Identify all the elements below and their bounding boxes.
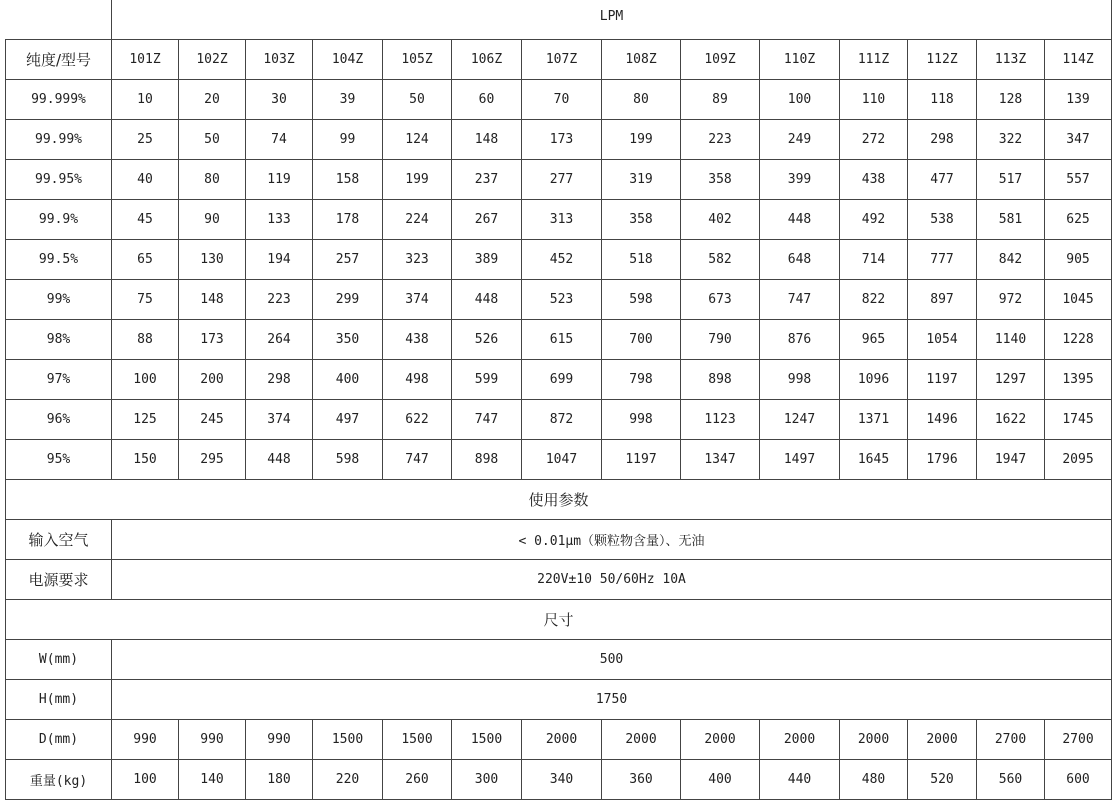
flow-value-cell: 1645 [840, 440, 908, 480]
weight-row [6, 760, 1112, 800]
depth-value-cell: 2000 [681, 720, 760, 760]
flow-value-cell: 139 [1045, 80, 1112, 120]
weight-value-cell: 220 [313, 760, 383, 800]
flow-value-cell: 299 [313, 280, 383, 320]
flow-value-cell: 1347 [681, 440, 760, 480]
model-header-cell: 103Z [246, 40, 313, 80]
purity-cell: 99.9% [6, 200, 112, 240]
flow-value-cell: 110 [840, 80, 908, 120]
flow-value-cell: 648 [760, 240, 840, 280]
purity-cell: 95% [6, 440, 112, 480]
flow-value-cell: 194 [246, 240, 313, 280]
model-header-cell: 110Z [760, 40, 840, 80]
flow-value-cell: 30 [246, 80, 313, 120]
power-value: 220V±10 50/60Hz 10A [112, 560, 1112, 600]
flow-value-cell: 599 [452, 360, 522, 400]
weight-value-cell: 400 [681, 760, 760, 800]
height-value: 1750 [112, 680, 1112, 720]
flow-value-cell: 1497 [760, 440, 840, 480]
flow-value-cell: 582 [681, 240, 760, 280]
purity-model-label: 纯度/型号 [6, 40, 112, 80]
flow-value-cell: 319 [602, 160, 681, 200]
flow-value-cell: 399 [760, 160, 840, 200]
flow-row [6, 160, 1112, 200]
flow-value-cell: 65 [112, 240, 179, 280]
weight-value-cell: 600 [1045, 760, 1112, 800]
flow-value-cell: 747 [383, 440, 452, 480]
power-row [6, 560, 1112, 600]
flow-value-cell: 74 [246, 120, 313, 160]
flow-row [6, 240, 1112, 280]
flow-value-cell: 1140 [977, 320, 1045, 360]
flow-value-cell: 673 [681, 280, 760, 320]
flow-value-cell: 118 [908, 80, 977, 120]
flow-value-cell: 90 [179, 200, 246, 240]
flow-value-cell: 358 [681, 160, 760, 200]
flow-value-cell: 350 [313, 320, 383, 360]
flow-value-cell: 88 [112, 320, 179, 360]
flow-row [6, 360, 1112, 400]
flow-value-cell: 25 [112, 120, 179, 160]
input-air-label: 输入空气 [6, 520, 112, 560]
purity-cell: 97% [6, 360, 112, 400]
flow-row [6, 320, 1112, 360]
flow-value-cell: 50 [383, 80, 452, 120]
model-header-cell: 109Z [681, 40, 760, 80]
usage-section-title: 使用参数 [6, 480, 1112, 520]
flow-value-cell: 1622 [977, 400, 1045, 440]
flow-value-cell: 80 [179, 160, 246, 200]
flow-value-cell: 249 [760, 120, 840, 160]
flow-value-cell: 295 [179, 440, 246, 480]
input-air-value: < 0.01μm（颗粒物含量）、无油 [112, 520, 1112, 560]
flow-value-cell: 1395 [1045, 360, 1112, 400]
size-section-title-row [6, 600, 1112, 640]
flow-value-cell: 438 [383, 320, 452, 360]
width-label: W(mm) [6, 640, 112, 680]
flow-value-cell: 747 [452, 400, 522, 440]
weight-value-cell: 480 [840, 760, 908, 800]
depth-value-cell: 2000 [602, 720, 681, 760]
purity-cell: 99.99% [6, 120, 112, 160]
weight-value-cell: 140 [179, 760, 246, 800]
flow-value-cell: 389 [452, 240, 522, 280]
flow-value-cell: 876 [760, 320, 840, 360]
flow-value-cell: 622 [383, 400, 452, 440]
flow-value-cell: 128 [977, 80, 1045, 120]
weight-value-cell: 180 [246, 760, 313, 800]
usage-section-title-row [6, 480, 1112, 520]
unit-header: LPM [112, 0, 1112, 40]
depth-value-cell: 1500 [452, 720, 522, 760]
flow-value-cell: 972 [977, 280, 1045, 320]
flow-value-cell: 625 [1045, 200, 1112, 240]
flow-value-cell: 777 [908, 240, 977, 280]
flow-row [6, 280, 1112, 320]
flow-value-cell: 523 [522, 280, 602, 320]
depth-value-cell: 2000 [760, 720, 840, 760]
model-header-cell: 107Z [522, 40, 602, 80]
model-header-cell: 101Z [112, 40, 179, 80]
depth-value-cell: 2700 [977, 720, 1045, 760]
flow-value-cell: 277 [522, 160, 602, 200]
flow-value-cell: 99 [313, 120, 383, 160]
flow-value-cell: 822 [840, 280, 908, 320]
flow-value-cell: 2095 [1045, 440, 1112, 480]
flow-value-cell: 1796 [908, 440, 977, 480]
flow-value-cell: 898 [452, 440, 522, 480]
flow-value-cell: 448 [760, 200, 840, 240]
model-header-cell: 105Z [383, 40, 452, 80]
flow-value-cell: 298 [908, 120, 977, 160]
depth-value-cell: 2700 [1045, 720, 1112, 760]
depth-value-cell: 1500 [383, 720, 452, 760]
flow-value-cell: 452 [522, 240, 602, 280]
flow-value-cell: 89 [681, 80, 760, 120]
flow-value-cell: 1197 [602, 440, 681, 480]
flow-value-cell: 699 [522, 360, 602, 400]
weight-value-cell: 260 [383, 760, 452, 800]
model-header-cell: 111Z [840, 40, 908, 80]
depth-value-cell: 2000 [840, 720, 908, 760]
flow-value-cell: 45 [112, 200, 179, 240]
flow-value-cell: 374 [383, 280, 452, 320]
flow-value-cell: 1496 [908, 400, 977, 440]
flow-row [6, 120, 1112, 160]
flow-value-cell: 714 [840, 240, 908, 280]
model-header-cell: 114Z [1045, 40, 1112, 80]
flow-value-cell: 124 [383, 120, 452, 160]
model-header-row [6, 40, 1112, 80]
corner-cell [6, 0, 112, 40]
spec-table [5, 0, 1112, 800]
flow-value-cell: 150 [112, 440, 179, 480]
flow-value-cell: 557 [1045, 160, 1112, 200]
depth-value-cell: 990 [246, 720, 313, 760]
flow-value-cell: 199 [602, 120, 681, 160]
flow-value-cell: 538 [908, 200, 977, 240]
flow-value-cell: 438 [840, 160, 908, 200]
flow-value-cell: 224 [383, 200, 452, 240]
flow-value-cell: 477 [908, 160, 977, 200]
flow-value-cell: 790 [681, 320, 760, 360]
width-row [6, 640, 1112, 680]
weight-value-cell: 340 [522, 760, 602, 800]
flow-value-cell: 40 [112, 160, 179, 200]
flow-value-cell: 322 [977, 120, 1045, 160]
flow-value-cell: 130 [179, 240, 246, 280]
depth-value-cell: 990 [179, 720, 246, 760]
flow-value-cell: 1096 [840, 360, 908, 400]
flow-value-cell: 1297 [977, 360, 1045, 400]
depth-label: D(mm) [6, 720, 112, 760]
weight-value-cell: 300 [452, 760, 522, 800]
flow-value-cell: 178 [313, 200, 383, 240]
purity-cell: 99.999% [6, 80, 112, 120]
flow-value-cell: 80 [602, 80, 681, 120]
flow-value-cell: 1197 [908, 360, 977, 400]
flow-value-cell: 323 [383, 240, 452, 280]
weight-value-cell: 560 [977, 760, 1045, 800]
flow-value-cell: 374 [246, 400, 313, 440]
purity-cell: 99.95% [6, 160, 112, 200]
flow-value-cell: 448 [246, 440, 313, 480]
flow-value-cell: 148 [179, 280, 246, 320]
height-label: H(mm) [6, 680, 112, 720]
flow-row [6, 440, 1112, 480]
flow-value-cell: 20 [179, 80, 246, 120]
flow-value-cell: 39 [313, 80, 383, 120]
model-header-cell: 104Z [313, 40, 383, 80]
weight-value-cell: 520 [908, 760, 977, 800]
flow-row [6, 80, 1112, 120]
power-label: 电源要求 [6, 560, 112, 600]
flow-value-cell: 700 [602, 320, 681, 360]
size-section-title: 尺寸 [6, 600, 1112, 640]
flow-value-cell: 798 [602, 360, 681, 400]
flow-value-cell: 245 [179, 400, 246, 440]
flow-value-cell: 581 [977, 200, 1045, 240]
flow-value-cell: 223 [681, 120, 760, 160]
purity-cell: 99.5% [6, 240, 112, 280]
depth-value-cell: 2000 [522, 720, 602, 760]
flow-value-cell: 517 [977, 160, 1045, 200]
flow-value-cell: 498 [383, 360, 452, 400]
flow-value-cell: 747 [760, 280, 840, 320]
flow-row [6, 400, 1112, 440]
flow-value-cell: 119 [246, 160, 313, 200]
flow-value-cell: 173 [179, 320, 246, 360]
flow-value-cell: 1228 [1045, 320, 1112, 360]
flow-value-cell: 272 [840, 120, 908, 160]
flow-value-cell: 50 [179, 120, 246, 160]
flow-value-cell: 598 [313, 440, 383, 480]
flow-value-cell: 998 [602, 400, 681, 440]
weight-label: 重量(kg) [6, 760, 112, 800]
flow-value-cell: 257 [313, 240, 383, 280]
flow-value-cell: 1371 [840, 400, 908, 440]
flow-value-cell: 526 [452, 320, 522, 360]
flow-value-cell: 70 [522, 80, 602, 120]
flow-value-cell: 60 [452, 80, 522, 120]
flow-value-cell: 1054 [908, 320, 977, 360]
flow-value-cell: 518 [602, 240, 681, 280]
flow-value-cell: 400 [313, 360, 383, 400]
flow-value-cell: 199 [383, 160, 452, 200]
flow-value-cell: 965 [840, 320, 908, 360]
model-header-cell: 112Z [908, 40, 977, 80]
flow-value-cell: 125 [112, 400, 179, 440]
depth-value-cell: 990 [112, 720, 179, 760]
flow-value-cell: 897 [908, 280, 977, 320]
flow-value-cell: 998 [760, 360, 840, 400]
flow-value-cell: 1247 [760, 400, 840, 440]
flow-value-cell: 267 [452, 200, 522, 240]
flow-value-cell: 598 [602, 280, 681, 320]
width-value: 500 [112, 640, 1112, 680]
weight-value-cell: 360 [602, 760, 681, 800]
model-header-cell: 106Z [452, 40, 522, 80]
purity-cell: 98% [6, 320, 112, 360]
flow-value-cell: 492 [840, 200, 908, 240]
flow-value-cell: 872 [522, 400, 602, 440]
purity-cell: 99% [6, 280, 112, 320]
flow-value-cell: 842 [977, 240, 1045, 280]
flow-value-cell: 264 [246, 320, 313, 360]
weight-value-cell: 100 [112, 760, 179, 800]
flow-value-cell: 10 [112, 80, 179, 120]
flow-value-cell: 1045 [1045, 280, 1112, 320]
flow-value-cell: 200 [179, 360, 246, 400]
flow-value-cell: 358 [602, 200, 681, 240]
flow-value-cell: 133 [246, 200, 313, 240]
weight-value-cell: 440 [760, 760, 840, 800]
flow-value-cell: 1047 [522, 440, 602, 480]
flow-value-cell: 347 [1045, 120, 1112, 160]
flow-row [6, 200, 1112, 240]
model-header-cell: 102Z [179, 40, 246, 80]
flow-value-cell: 223 [246, 280, 313, 320]
model-header-cell: 113Z [977, 40, 1045, 80]
flow-value-cell: 402 [681, 200, 760, 240]
depth-value-cell: 2000 [908, 720, 977, 760]
depth-row [6, 720, 1112, 760]
flow-value-cell: 1123 [681, 400, 760, 440]
flow-value-cell: 448 [452, 280, 522, 320]
input-air-row [6, 520, 1112, 560]
flow-value-cell: 1745 [1045, 400, 1112, 440]
flow-value-cell: 313 [522, 200, 602, 240]
flow-value-cell: 100 [760, 80, 840, 120]
unit-header-row [6, 0, 1112, 40]
depth-value-cell: 1500 [313, 720, 383, 760]
flow-value-cell: 615 [522, 320, 602, 360]
flow-value-cell: 148 [452, 120, 522, 160]
model-header-cell: 108Z [602, 40, 681, 80]
flow-value-cell: 298 [246, 360, 313, 400]
flow-value-cell: 158 [313, 160, 383, 200]
height-row [6, 680, 1112, 720]
flow-value-cell: 1947 [977, 440, 1045, 480]
flow-value-cell: 905 [1045, 240, 1112, 280]
flow-value-cell: 75 [112, 280, 179, 320]
purity-cell: 96% [6, 400, 112, 440]
flow-value-cell: 898 [681, 360, 760, 400]
flow-value-cell: 100 [112, 360, 179, 400]
flow-value-cell: 237 [452, 160, 522, 200]
flow-value-cell: 497 [313, 400, 383, 440]
flow-value-cell: 173 [522, 120, 602, 160]
